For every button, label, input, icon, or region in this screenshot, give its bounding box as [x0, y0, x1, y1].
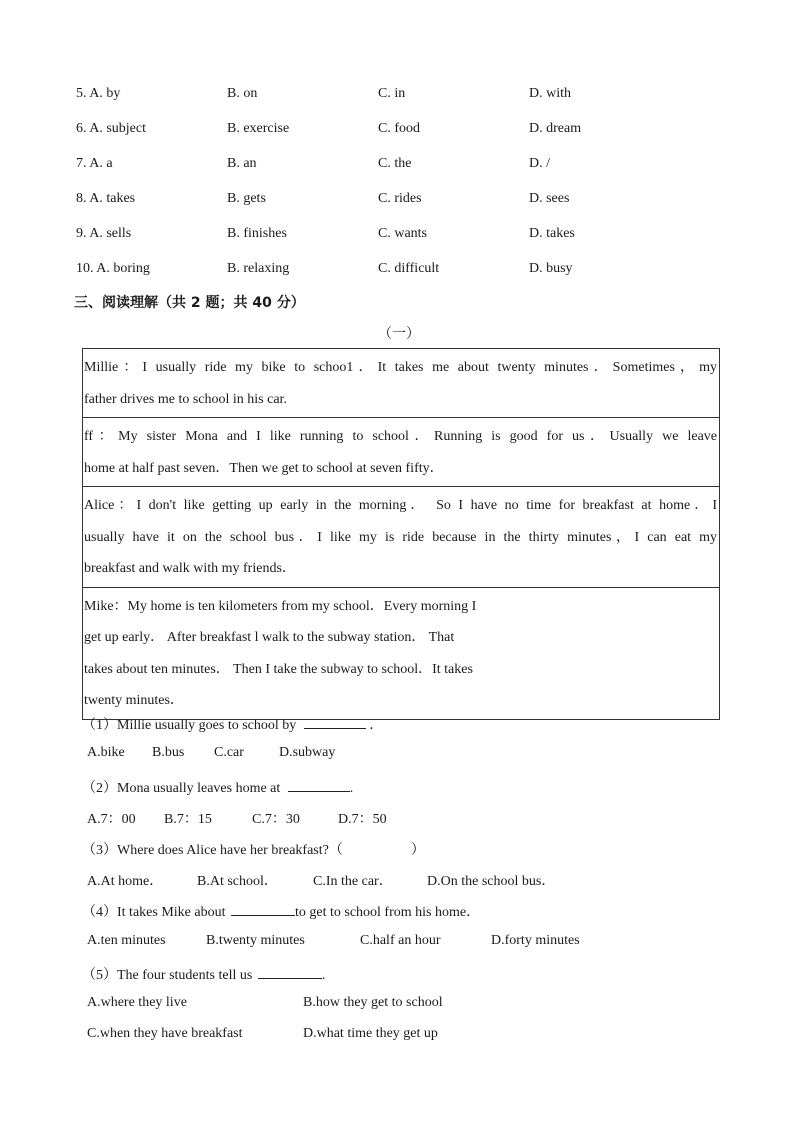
option-d: D. / — [529, 156, 550, 171]
question-stem: （4）It takes Mike about — [82, 905, 226, 920]
option-c: C. rides — [378, 191, 422, 206]
passage-line: twenty minutes． — [84, 693, 184, 708]
option-b: B. an — [227, 156, 257, 171]
passage-cell — [83, 349, 720, 418]
choice[interactable]: C.car — [214, 745, 244, 760]
passage-cell — [83, 487, 720, 588]
question-stem-end: . — [321, 968, 326, 983]
option-a: 6. A. subject — [76, 121, 146, 136]
option-b: B. exercise — [227, 121, 290, 136]
option-c: C. the — [378, 156, 412, 171]
question-2 — [82, 777, 353, 797]
option-b: B. on — [227, 86, 258, 101]
choice[interactable]: A.ten minutes — [87, 933, 166, 948]
choice[interactable]: C.when they have breakfast — [87, 1026, 243, 1041]
passage-line: ff：My sister Mona and I like running to school．Running is good for us．Usually we leave — [84, 429, 717, 444]
answer-blank[interactable] — [231, 902, 295, 916]
answer-blank[interactable] — [258, 965, 322, 979]
option-c: C. difficult — [378, 261, 440, 276]
choice[interactable]: B.twenty minutes — [206, 933, 305, 948]
question-stem-end: . — [349, 781, 354, 796]
question-5 — [82, 964, 325, 984]
option-b: B. gets — [227, 191, 266, 206]
passage-cell — [83, 587, 720, 719]
option-c: C. food — [378, 121, 420, 136]
choice[interactable]: D.On the school bus． — [427, 874, 556, 889]
answer-blank[interactable] — [343, 841, 411, 854]
option-d: D. dream — [529, 121, 582, 136]
choice[interactable]: A.At home． — [87, 874, 164, 889]
option-a: 10. A. boring — [76, 261, 150, 276]
section-title: 三、阅读理解（共 2 题；共 40 分） — [74, 295, 305, 311]
passage-table — [82, 348, 720, 720]
passage-line: get up early． After breakfast l walk to the subway station． That — [84, 630, 455, 645]
option-d: D. busy — [529, 261, 573, 276]
option-a: 7. A. a — [76, 156, 113, 171]
passage-line: Millie：I usually ride my bike to schoo1．It takes me about twenty minutes．Sometimes，my — [84, 360, 717, 375]
option-c: C. wants — [378, 226, 427, 241]
choice[interactable]: D.7：50 — [338, 812, 387, 827]
option-a: 5. A. by — [76, 86, 121, 101]
choice[interactable]: B.bus — [152, 745, 185, 760]
passage-line: takes about ten minutes． Then I take the subway to school．It takes — [84, 661, 473, 677]
option-d: D. with — [529, 86, 571, 101]
passage-line: home at half past seven．Then we get to school at seven fifty． — [84, 460, 444, 476]
passage-line: breakfast and walk with my friends． — [84, 561, 296, 576]
option-d: D. takes — [529, 226, 575, 241]
choice[interactable]: B.7：15 — [164, 812, 212, 827]
passage-row-alice — [83, 487, 720, 588]
question-stem-end: to get to school from his home． — [294, 905, 481, 920]
question-stem: （5）The four students tell us — [82, 968, 253, 983]
choice[interactable]: C.half an hour — [360, 933, 441, 948]
choice[interactable]: B.how they get to school — [303, 995, 443, 1010]
passage-line: Mike：My home is ten kilometers from my school．Every morning I — [84, 598, 477, 614]
option-a: 8. A. takes — [76, 191, 136, 206]
choice[interactable]: D.subway — [279, 745, 336, 760]
question-stem: （1）Millie usually goes to school by — [82, 718, 297, 733]
option-b: B. relaxing — [227, 261, 290, 276]
question-1 — [82, 714, 383, 734]
choice[interactable]: C.7：30 — [252, 812, 300, 827]
question-stem-end: ） — [410, 843, 425, 858]
choice[interactable]: A.where they live — [87, 995, 187, 1010]
part-label: （一） — [378, 327, 420, 342]
choice[interactable]: C.In the car． — [313, 874, 393, 889]
question-4 — [82, 901, 480, 921]
question-3 — [82, 839, 425, 859]
question-stem: （2）Mona usually leaves home at — [82, 781, 281, 796]
passage-line: Alice：I don't like getting up early in the morning． So I have no time for breakfast at home．I — [84, 498, 717, 513]
option-a: 9. A. sells — [76, 226, 132, 241]
passage-row-millie — [83, 349, 720, 418]
choice[interactable]: D.forty minutes — [491, 933, 580, 948]
passage-cell — [83, 418, 720, 487]
passage-row-mona — [83, 418, 720, 487]
option-d: D. sees — [529, 191, 570, 206]
passage-row-mike — [83, 587, 720, 719]
answer-blank[interactable] — [288, 778, 350, 792]
choice[interactable]: D.what time they get up — [303, 1026, 438, 1041]
passage-line: usually have it on the school bus．I like my is ride because in the thirty minutes，I can eat my — [84, 529, 717, 545]
answer-blank[interactable] — [304, 715, 366, 729]
choice[interactable]: A.bike — [87, 745, 125, 760]
option-c: C. in — [378, 86, 406, 101]
question-stem: （3）Where does Alice have her breakfast?（ — [82, 843, 343, 858]
choice[interactable]: A.7：00 — [87, 812, 136, 827]
passage-line: father drives me to school in his car. — [84, 391, 287, 407]
choice[interactable]: B.At school． — [197, 874, 278, 889]
option-b: B. finishes — [227, 226, 287, 241]
question-stem-end: ． — [365, 718, 384, 733]
